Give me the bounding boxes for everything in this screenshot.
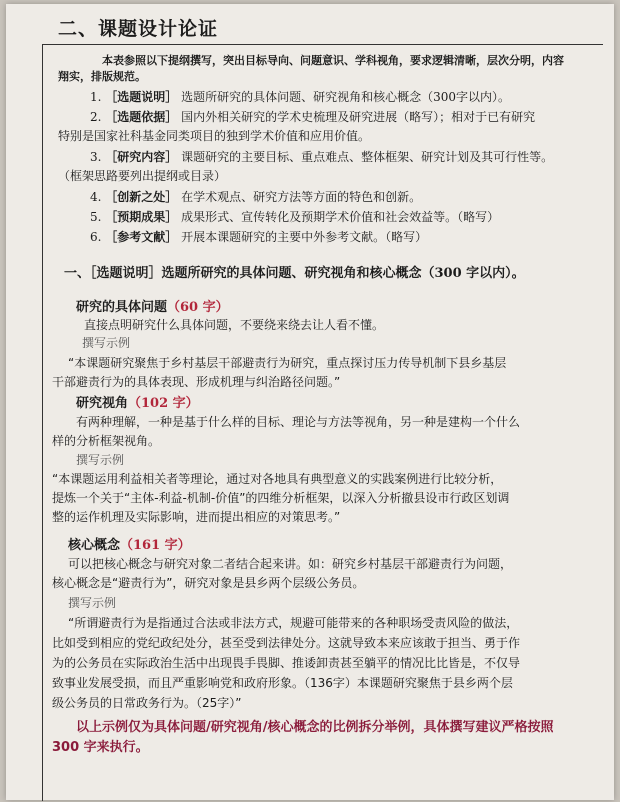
part2-example-line-1: “本课题运用利益相关者等理论，通过对各地具有典型意义的实践案例进行比较分析， — [52, 472, 503, 486]
part1-example-line-2: 干部避责行为的具体表现、形成机理与纠治路径问题。” — [52, 375, 341, 389]
part1-title: 研究的具体问题（60 字） — [76, 300, 229, 315]
instruction-line-2: 翔实，排版规范。 — [58, 70, 146, 83]
part2-example-label: 撰写示例 — [76, 453, 125, 467]
instruction-line-1: 本表参照以下提纲撰写，突出目标导向、问题意识、学科视角，要求逻辑清晰，层次分明，内容 — [102, 54, 564, 67]
part1-desc: 直接点明研究什么具体问题，不要绕来绕去让人看不懂。 — [84, 318, 385, 332]
document-sheet — [6, 4, 614, 800]
part2-desc-line-1: 有两种理解，一种是基于什么样的目标、理论与方法等视角，另一种是建构一个什么 — [76, 415, 521, 429]
part3-title: 核心概念（161 字） — [68, 538, 191, 553]
part1-example-label: 撰写示例 — [82, 336, 131, 350]
page-title: 二、课题设计论证 — [58, 18, 219, 40]
outline-item-4: 4. ［创新之处］ 在学术观点、研究方法等方面的特色和创新。 — [90, 190, 422, 204]
outline-item-2-cont: 特别是国家社科基金同类项目的独到学术价值和应用价值。 — [58, 129, 371, 143]
part2-example-line-3: 整的运作机理及实际影响，进而提出相应的对策思考。” — [52, 510, 341, 524]
part3-example-line-1: “所谓避责行为是指通过合法或非法方式，规避可能带来的各种职场受责风险的做法， — [68, 616, 519, 630]
part3-desc-line-1: 可以把核心概念与研究对象二者结合起来讲。如：研究乡村基层干部避责行为问题， — [68, 557, 513, 571]
outline-item-6: 6. ［参考文献］ 开展本课题研究的主要中外参考文献。（略写） — [90, 230, 428, 244]
outline-item-5: 5. ［预期成果］ 成果形式、宣传转化及预期学术价值和社会效益等。（略写） — [90, 210, 500, 224]
part2-count: （102 字） — [128, 396, 199, 411]
part3-example-line-4: 致事业发展受损，而且严重影响党和政府形象。（136字）本课题研究聚焦于县乡两个层 — [52, 676, 513, 690]
part3-count: （161 字） — [120, 538, 191, 553]
part3-example-label: 撰写示例 — [68, 596, 117, 610]
footer-note-line-2: 300 字来执行。 — [52, 740, 149, 755]
part3-example-line-3: 为的公务员在实际政治生活中出现畏手畏脚、推诿卸责甚至躺平的情况比比皆是，不仅导 — [52, 656, 521, 670]
outline-item-3: 3. ［研究内容］ 课题研究的主要目标、重点难点、整体框架、研究计划及其可行性等。 — [90, 150, 554, 164]
part2-title: 研究视角（102 字） — [76, 396, 199, 411]
part1-count: （60 字） — [167, 300, 229, 315]
section-heading: 一、［选题说明］选题所研究的具体问题、研究视角和核心概念（300 字以内）。 — [64, 266, 525, 281]
part3-desc-line-2: 核心概念是“避责行为”，研究对象是县乡两个层级公务员。 — [52, 576, 365, 590]
part3-example-line-5: 级公务员的日常政务行为。（25字）” — [52, 696, 242, 710]
part1-example-line-1: “本课题研究聚焦于乡村基层干部避责行为研究，重点探讨压力传导机制下县乡基层 — [68, 356, 507, 370]
footer-note-line-1: 以上示例仅为具体问题/研究视角/核心概念的比例拆分举例，具体撰写建议严格按照 — [76, 720, 554, 735]
outline-item-2: 2. ［选题依据］ 国内外相关研究的学术史梳理及研究进展（略写）；相对于已有研究 — [90, 110, 536, 124]
part2-desc-line-2: 样的分析框架视角。 — [52, 434, 161, 448]
part2-example-line-2: 提炼一个关于“主体-利益-机制-价值”的四维分析框架，以深入分析撤县设市行政区划调 — [52, 491, 510, 505]
outline-item-3-cont: （框架思路要列出提纲或目录） — [58, 169, 227, 183]
outline-item-1: 1. ［选题说明］ 选题所研究的具体问题、研究视角和核心概念（300字以内）。 — [90, 90, 511, 104]
part3-example-line-2: 比如受到相应的党纪政纪处分，甚至受到法律处分。这就导致本来应该敢于担当、勇于作 — [52, 636, 521, 650]
